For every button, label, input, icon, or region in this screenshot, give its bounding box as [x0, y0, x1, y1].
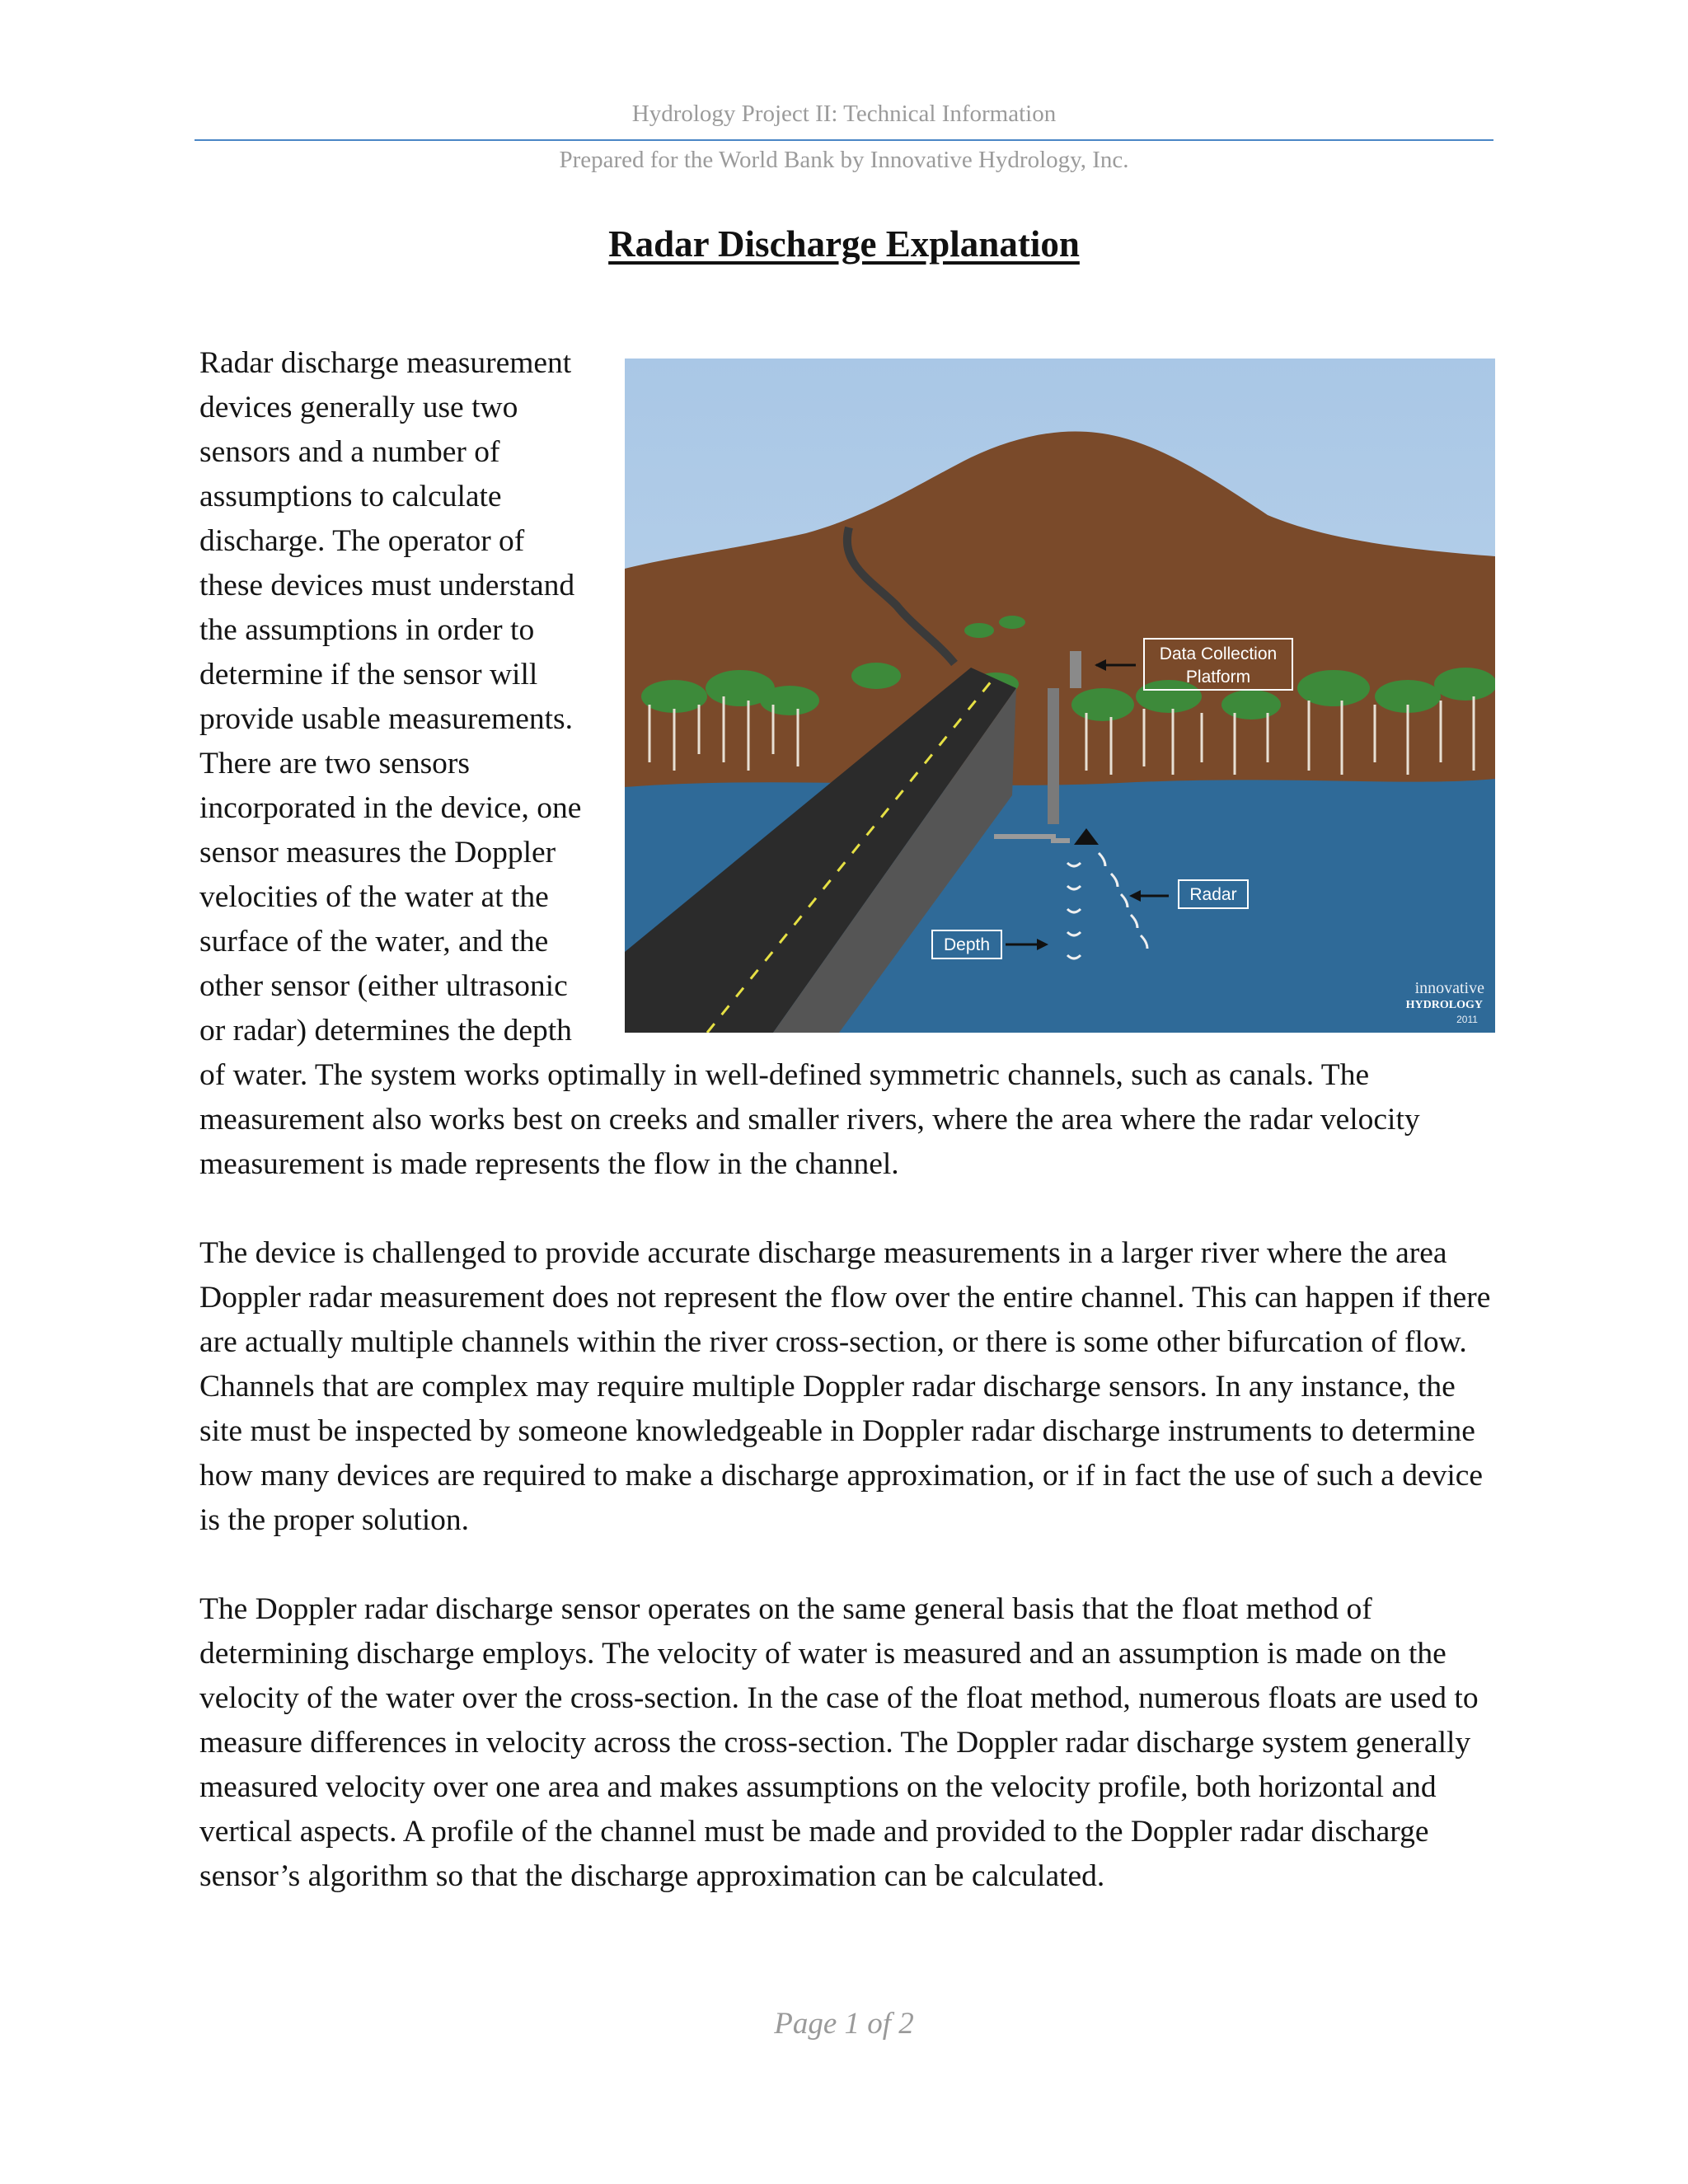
logo-line2: HYDROLOGY: [1405, 999, 1483, 1011]
header-title: Hydrology Project II: Technical Information: [631, 101, 1057, 127]
radar-discharge-illustration: [625, 359, 1495, 1033]
radar-label: Radar: [1189, 885, 1237, 904]
dcp-label-line1: Data Collection: [1159, 644, 1278, 663]
depth-label: Depth: [943, 935, 991, 954]
illustration-svg: [625, 359, 1495, 1033]
paragraph-2: The device is challenged to provide accurate discharge measurements in a larger river where the area Doppler radar measurement does not represent the flow over the entire channel. This can happen if there are actually multiple channels within the river cross-section, or there is some other bifurcation of flow. Channels that are complex may require multiple Doppler radar discharge sensors. In any instance, the site must be inspected by someone knowledgeable in Doppler radar discharge instruments to determine how many devices are required to make a discharge approximation, or if in fact the use of such a device is the proper solution.: [199, 1236, 1491, 1537]
data-collection-platform: [1070, 651, 1081, 688]
header-divider: [195, 139, 1493, 141]
header-subtitle: Prepared for the World Bank by Innovative Hydrology, Inc.: [559, 147, 1129, 173]
document-body: [199, 341, 1495, 1943]
logo-line1: innovative: [1414, 979, 1484, 997]
document-title: Radar Discharge Explanation: [608, 223, 1080, 265]
paragraph-1: Radar discharge measurement devices generally use two sensors and a number of assumptions to calculate discharge. The operator of these devices must understand the assumptions in order to determine if the sensor will provide usable measurements. There are two sensors incorporated in the device, one sensor measures the Doppler velocities of the water at the surface of the water, and the other sensor (either ultrasonic or radar) determines the depth of water. The system works optimally in well-defined symmetric channels, such as canals. The measurement also works best on creeks and smaller rivers, where the area where the radar velocity measurement is made represents the flow in the channel.: [199, 346, 1420, 1181]
page-number: Page 1 of 2: [774, 2007, 914, 2041]
paragraph-3: The Doppler radar discharge sensor operates on the same general basis that the float method of determining discharge employs. The velocity of water is measured and an assumption is made on the velocity of the water over the cross-section. In the case of the float method, numerous floats are used to measure differences in velocity across the cross-section. The Doppler radar discharge system generally measured velocity over one area and makes assumptions on the velocity profile, both horizontal and vertical aspects. A profile of the channel must be made and provided to the Doppler radar discharge sensor’s algorithm so that the discharge approximation can be calculated.: [199, 1592, 1479, 1893]
dcp-label-line2: Platform: [1185, 668, 1251, 687]
logo-year: 2011: [1456, 1014, 1478, 1025]
